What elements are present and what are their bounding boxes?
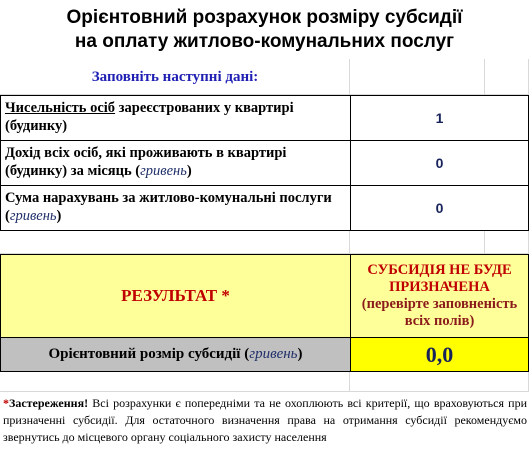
result-message xyxy=(350,254,529,338)
disclaimer-star: * xyxy=(3,396,9,410)
income-label-text: Дохід всіх осіб, які проживають в квартирі (будинку) за місяць ( xyxy=(5,145,287,179)
title-line-1: Орієнтовний розрахунок розміру субсидії xyxy=(66,6,463,28)
persons-count-label-rest: зареєстрованих у квартирі (будинку) xyxy=(5,100,294,134)
fill-in-prompt: Заповніть наступні дані: xyxy=(91,68,259,85)
result-message-main: СУБСИДІЯ НЕ БУДЕ ПРИЗНАЧЕНА xyxy=(367,262,512,295)
page-title xyxy=(0,0,529,59)
persons-count-label xyxy=(0,95,351,141)
grid-cell xyxy=(485,230,529,254)
subsidy-label-text: Орієнтовний розмір субсидії ( xyxy=(48,346,250,362)
title-line-2: на оплату житлово-комунальних послуг xyxy=(74,30,455,52)
utilities-charge-label-end: ) xyxy=(56,208,62,224)
disclaimer-note xyxy=(3,395,527,446)
result-label: РЕЗУЛЬТАТ * xyxy=(0,254,351,338)
grid-cell xyxy=(350,372,529,392)
income-input[interactable] xyxy=(350,140,529,186)
disclaimer-text: Всі розрахунки є попередніми та не охоплюють всі критерії, що враховуються при призначенні субсидії. Для остаточного визначення права на отримання субсидії рекомендуємо звернутись до місцевого органу соціального захисту населення xyxy=(3,396,527,444)
grid-cell xyxy=(350,230,485,254)
persons-count-label-underlined: Чисельність осіб xyxy=(5,100,116,116)
utilities-charge-input[interactable] xyxy=(350,185,529,231)
income-label-unit: гривень xyxy=(140,163,187,179)
income-value: 0 xyxy=(435,155,444,171)
grid-cell xyxy=(485,59,529,95)
income-label xyxy=(0,140,351,186)
subsidy-label xyxy=(0,337,351,372)
subsidy-label-end: ) xyxy=(297,346,303,362)
utilities-charge-label xyxy=(0,185,351,231)
utilities-charge-label-unit: гривень xyxy=(9,208,57,224)
persons-count-input[interactable] xyxy=(350,95,529,141)
result-message-sub: (перевірте заповненість всіх полів) xyxy=(361,296,518,329)
grid-cell xyxy=(0,230,350,254)
subsidy-value: 0,0 xyxy=(350,337,529,372)
utilities-charge-value: 0 xyxy=(435,200,444,216)
income-label-end: ) xyxy=(186,163,192,179)
subsidy-label-unit: гривень xyxy=(249,346,298,362)
utilities-charge-label-text: Сума нарахувань за житлово-комунальні послуги ( xyxy=(5,190,332,224)
persons-count-value: 1 xyxy=(435,110,444,126)
grid-cell xyxy=(0,372,350,392)
disclaimer-warning: Застереження! xyxy=(9,396,89,410)
grid-cell xyxy=(350,59,485,95)
